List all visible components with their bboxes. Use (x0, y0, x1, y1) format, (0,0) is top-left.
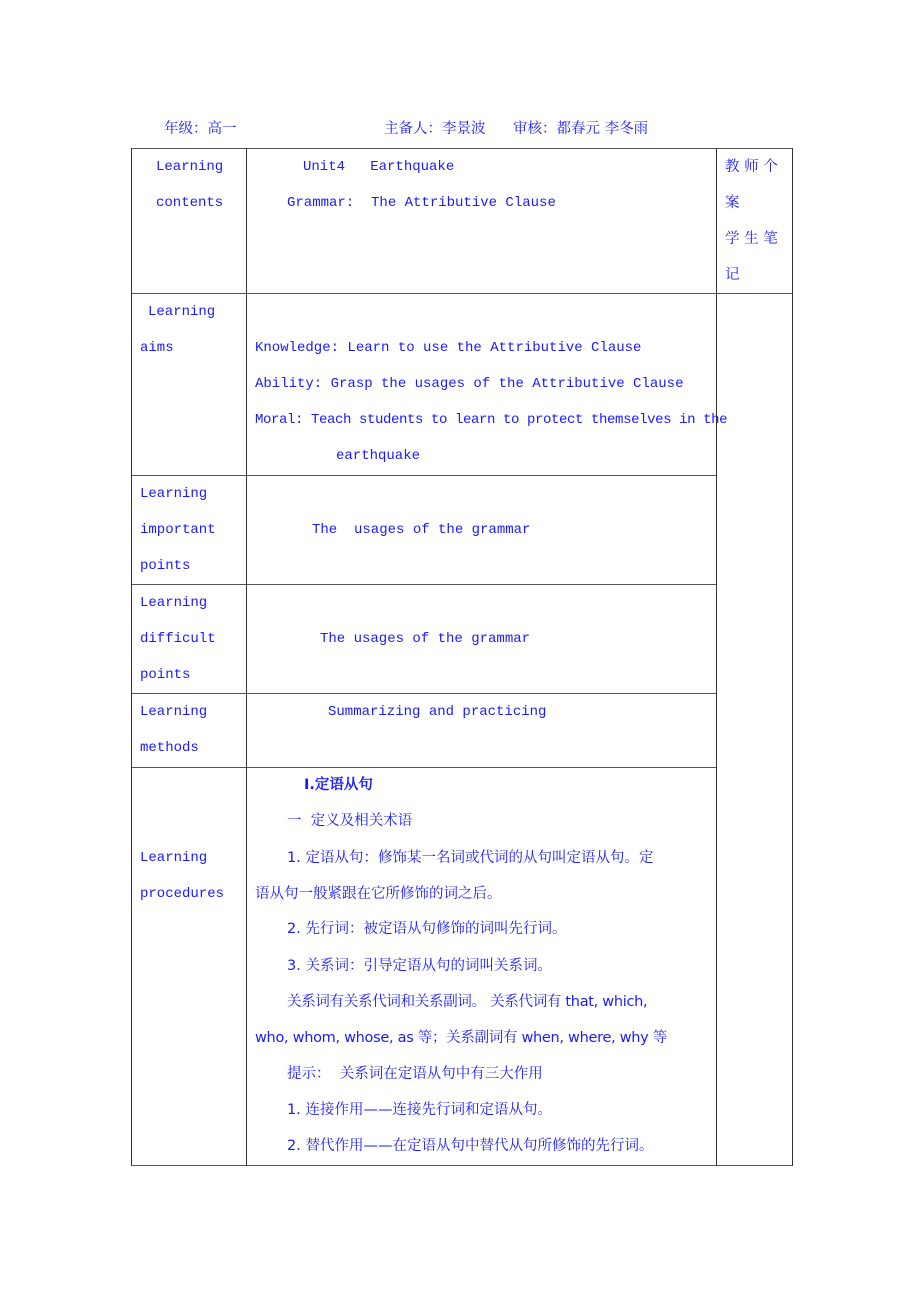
notes-line: 记 (725, 267, 740, 283)
unit-title: Unit4 Earthquake (303, 159, 455, 175)
important-points-text: The usages of the grammar (312, 522, 531, 538)
row-label: difficult (140, 631, 216, 647)
methods-text: Summarizing and practicing (328, 704, 547, 720)
table-border (131, 148, 132, 1166)
procedure-line: 2. 替代作用——在定语从句中替代从句所修饰的先行词。 (287, 1138, 654, 1154)
procedure-line: who, whom, whose, as 等；关系副词有 when, where, why 等 (255, 1030, 667, 1046)
procedure-line: 1. 连接作用——连接先行词和定语从句。 (287, 1102, 552, 1118)
procedure-line: 3. 关系词：引导定语从句的词叫关系词。 (287, 958, 552, 974)
row-label: procedures (140, 886, 225, 902)
column-divider (716, 148, 717, 1166)
notes-line: 学 生 笔 (725, 231, 778, 247)
table-border (131, 148, 793, 149)
grammar-topic: Grammar: The Attributive Clause (287, 195, 556, 211)
aim-ability: Ability: Grasp the usages of the Attributive Clause (255, 376, 684, 392)
aim-moral: Moral: Teach students to learn to protect themselves in the (255, 412, 728, 428)
procedure-line: 提示： 关系词在定语从句中有三大作用 (287, 1066, 543, 1082)
row-label: Learning (140, 486, 208, 502)
row-label: Learning (156, 159, 224, 175)
row-divider (131, 693, 717, 694)
row-divider (131, 475, 717, 476)
row-label: aims (140, 340, 174, 356)
preparer-label: 主备人：李景波 (384, 121, 486, 137)
procedure-line: 2. 先行词：被定语从句修饰的词叫先行词。 (287, 921, 567, 937)
notes-line: 案 (725, 195, 740, 211)
row-label: methods (140, 740, 199, 756)
procedure-line: 语从句一般紧跟在它所修饰的词之后。 (255, 886, 502, 902)
row-divider (131, 293, 793, 294)
row-label: Learning (140, 850, 208, 866)
column-divider (246, 148, 247, 1166)
row-label: contents (156, 195, 224, 211)
procedure-line: 关系词有关系代词和关系副词。 关系代词有 that, which, (287, 994, 648, 1010)
notes-line: 教 师 个 (725, 159, 778, 175)
table-border (131, 1165, 793, 1166)
row-label: points (140, 558, 191, 574)
procedure-line: 一 定义及相关术语 (287, 813, 413, 829)
row-divider (131, 584, 717, 585)
row-label: points (140, 667, 191, 683)
table-border (792, 148, 793, 1166)
difficult-points-text: The usages of the grammar (320, 631, 531, 647)
section-heading: I.定语从句 (304, 777, 373, 793)
row-label: Learning (140, 704, 208, 720)
row-label: Learning (148, 304, 216, 320)
procedure-line: 1. 定语从句：修饰某一名词或代词的从句叫定语从句。定 (287, 850, 654, 866)
row-divider (131, 767, 717, 768)
row-label: Learning (140, 595, 208, 611)
grade-label: 年级：高一 (164, 121, 237, 137)
aim-knowledge: Knowledge: Learn to use the Attributive Clause (255, 340, 642, 356)
reviewer-label: 审核：都春元 李冬雨 (513, 121, 649, 137)
row-label: important (140, 522, 216, 538)
aim-moral-cont: earthquake (336, 448, 421, 464)
